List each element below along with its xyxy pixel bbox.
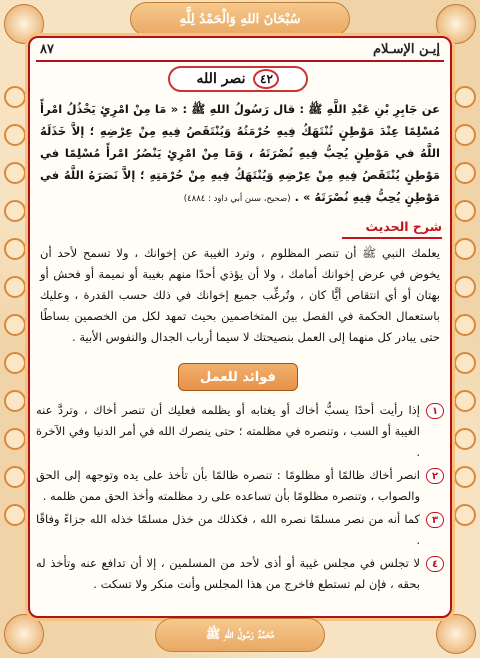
lesson-text: إذا رأيت أحدًا يسبُّ أخاك أو يغتابه أو يظلمه فعليك أن تنصر أخاك ، وتردَّ عنه الغيبة أو السب ، وتنصره في مظلمته ؛ حتى ينصرك الله في أمر الدنيا وفي الآخرة . — [36, 403, 420, 459]
chapter-number: ٤٢ — [253, 69, 279, 89]
page-number: ٨٧ — [40, 41, 54, 57]
chapter-title: نصر الله — [196, 71, 246, 87]
lessons-list — [36, 400, 444, 597]
chapter-heading — [168, 66, 308, 92]
lesson-text: لا تجلس في مجلس غيبة أو أذى لأحد من المسلمين ، إلا أن تدافع عنه وتأخذ له بحقه ، فإن لم تستطع فاخرج من هذا المجلس وأنت منكر ولا تسكت . — [36, 556, 420, 591]
lesson-item — [36, 509, 444, 551]
hadith-source: (صحيح، سنن أبي داود : ٤٨٨٤) — [183, 194, 291, 204]
lesson-text: انصر أخاك ظالمًا أو مظلومًا : تنصره ظالمًا بأن تأخذ على يده وتوجهه إلى الحق والصواب ، وتنصره مظلومًا بأن تساعده على رد مظلمته وأخذ الحق ممن ظلمه . — [36, 468, 420, 503]
page-header — [30, 38, 450, 60]
book-title: إيـن الإسـلام — [373, 41, 440, 57]
lesson-text: كما أنه من نصر مسلمًا نصره الله ، فكذلك من خذل مسلمًا خذله الله جزاءً وفاقًا . — [36, 512, 420, 547]
sharh-underline — [342, 237, 442, 239]
sharh-text: يعلمك النبي ﷺ أن تنصر المظلوم ، وترد الغيبة عن إخوانك ، ولا تسمح لأحد أن يخوض في عرض إخوانك أمامك ، ولا أن يؤذي أحدًا منهم بغيبة أو نميمة أو فحش أو بهتان أو أي انتقاص أيًّا كان ، وتُرغِّب جميع إخوانك في ذلك حسب القدرة ، وعليك باستعمال الحكمة في الفصل بين المتخاصمين بحيث تمهد لكل من الخصمين بساطًا حتى يبادر كل منهما إلى العمل بنصيحتك لا سيما أرباب الجدال والنفوس الأبية . — [40, 246, 440, 344]
ornament-icon — [4, 614, 44, 654]
lesson-item — [36, 553, 444, 595]
header-divider — [36, 60, 444, 62]
top-calligraphy-banner: سُبْحَانَ اللهِ وَالْحَمْدُ لِلَّهِ — [130, 2, 350, 36]
lesson-item — [36, 465, 444, 507]
side-ornament-right — [452, 70, 478, 590]
sharh-heading: شرح الحديث — [365, 219, 442, 234]
lesson-number: ١ — [426, 403, 444, 419]
ornament-icon — [436, 614, 476, 654]
lesson-number: ٢ — [426, 468, 444, 484]
lessons-heading: فوائد للعمل — [178, 363, 298, 391]
lesson-item — [36, 400, 444, 463]
lesson-number: ٤ — [426, 556, 444, 572]
hadith-text — [40, 98, 440, 210]
bottom-calligraphy-banner: مُحَمَّدٌ رَسُولُ اللهِ ﷺ — [155, 618, 325, 652]
page-content — [28, 36, 452, 618]
side-ornament-left — [2, 70, 28, 590]
hadith-body: عن جَابِرِ بْنِ عَبْدِ اللَّهِ ﷺ : قال رَسُولُ اللهِ ﷺ : « مَا مِنْ امْرِئٍ يَخْذُلُ امْرأً مُسْلِمًا عِنْدَ مَوْطِنٍ تُنْتَهَكُ فِيهِ حُرْمَتُهُ وَيُنْتَقَصُ فِيهِ مِنْ عِرْضِهِ ؛ إلاَّ خَذَلَهُ اللَّهُ في مَوْطِنٍ يُحِبُّ فِيهِ نُصْرَتَهُ ، وَمَا مِنْ امْرِئٍ يَنْصُرُ امْرأً مُسْلِمًا في مَوْطِنٍ يُنْتَقَصُ فِيهِ مِنْ عِرْضِهِ وَيُنْتَهَكُ فِيهِ مِنْ حُرْمَتِهِ ؛ إلاَّ نَصَرَهُ اللَّهُ في مَوْطِنٍ يُحِبُّ فِيهِ نُصْرَتَهُ » . — [40, 102, 440, 204]
lesson-number: ٣ — [426, 512, 444, 528]
